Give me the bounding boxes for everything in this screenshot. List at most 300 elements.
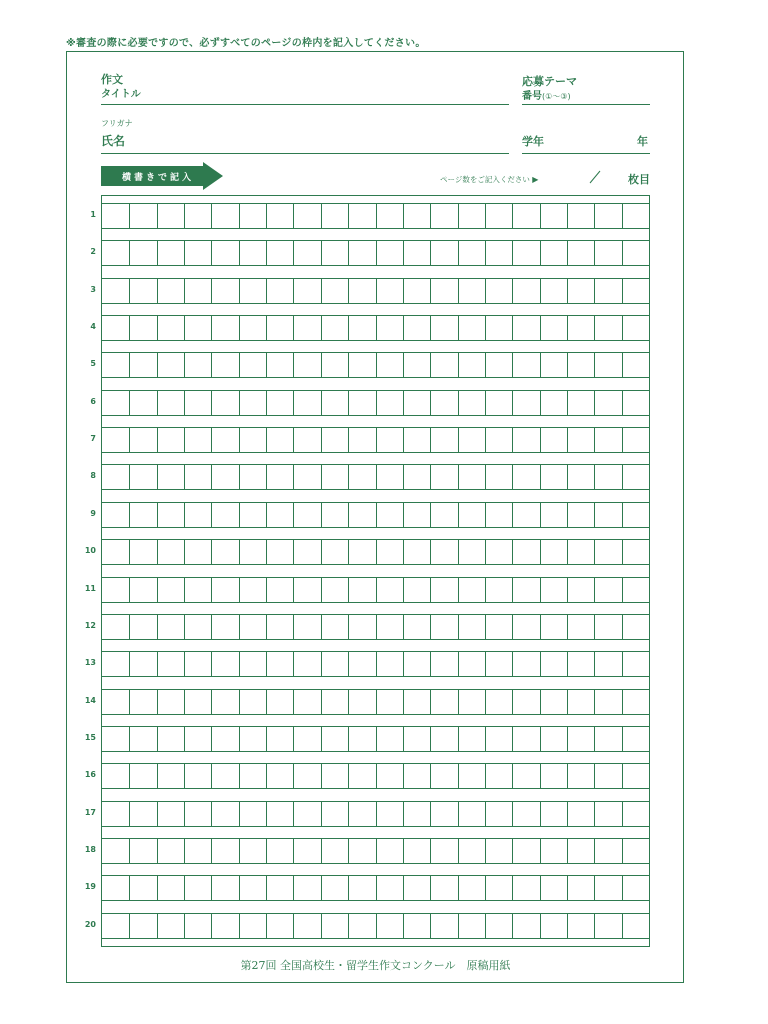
grid-cell[interactable] — [348, 615, 375, 639]
grid-cell[interactable] — [622, 503, 649, 527]
grid-cell[interactable] — [540, 353, 567, 377]
grid-cell[interactable] — [321, 578, 348, 602]
grid-cell[interactable] — [293, 241, 320, 265]
grid-cell[interactable] — [485, 353, 512, 377]
grid-cell[interactable] — [266, 503, 293, 527]
grid-cell[interactable] — [458, 578, 485, 602]
grid-cell[interactable] — [485, 316, 512, 340]
grid-cell[interactable] — [540, 839, 567, 863]
grid-cell[interactable] — [430, 391, 457, 415]
grid-cell[interactable] — [567, 204, 594, 228]
grid-cell[interactable] — [129, 428, 156, 452]
grid-cell[interactable] — [622, 279, 649, 303]
grid-cell[interactable] — [157, 615, 184, 639]
grid-cell[interactable] — [157, 652, 184, 676]
grid-cell[interactable] — [376, 503, 403, 527]
grid-cell[interactable] — [211, 279, 238, 303]
grid-cell[interactable] — [239, 802, 266, 826]
grid-cell[interactable] — [293, 764, 320, 788]
grid-cell[interactable] — [567, 690, 594, 714]
grid-cell[interactable] — [594, 241, 621, 265]
grid-cell[interactable] — [512, 578, 539, 602]
grid-cell[interactable] — [184, 204, 211, 228]
grid-cell[interactable] — [211, 690, 238, 714]
grid-cell[interactable] — [184, 353, 211, 377]
grid-cell[interactable] — [485, 876, 512, 900]
grid-cell[interactable] — [512, 428, 539, 452]
grid-cell[interactable] — [293, 316, 320, 340]
grid-cell[interactable] — [376, 316, 403, 340]
grid-cell[interactable] — [211, 615, 238, 639]
grid-cell[interactable] — [239, 839, 266, 863]
grid-cell[interactable] — [102, 764, 129, 788]
grid-cell[interactable] — [129, 727, 156, 751]
grid-cell[interactable] — [512, 204, 539, 228]
grid-cell[interactable] — [129, 802, 156, 826]
grid-cell[interactable] — [239, 914, 266, 938]
grade-field-line[interactable] — [522, 153, 650, 154]
grid-cell[interactable] — [293, 204, 320, 228]
grid-cell[interactable] — [239, 727, 266, 751]
grid-cell[interactable] — [403, 652, 430, 676]
grid-cell[interactable] — [376, 241, 403, 265]
grid-cell[interactable] — [239, 391, 266, 415]
grid-cell[interactable] — [540, 615, 567, 639]
grid-cell[interactable] — [321, 465, 348, 489]
grid-cell[interactable] — [430, 727, 457, 751]
grid-cell[interactable] — [458, 465, 485, 489]
grid-cell[interactable] — [239, 428, 266, 452]
grid-cell[interactable] — [458, 428, 485, 452]
grid-cell[interactable] — [348, 316, 375, 340]
grid-cell[interactable] — [622, 391, 649, 415]
grid-cell[interactable] — [594, 428, 621, 452]
grid-cell[interactable] — [485, 615, 512, 639]
grid-cell[interactable] — [184, 764, 211, 788]
grid-cell[interactable] — [211, 727, 238, 751]
grid-cell[interactable] — [567, 578, 594, 602]
grid-cell[interactable] — [157, 353, 184, 377]
grid-cell[interactable] — [622, 578, 649, 602]
grid-cell[interactable] — [458, 204, 485, 228]
grid-cell[interactable] — [211, 353, 238, 377]
grid-cell[interactable] — [485, 465, 512, 489]
grid-cell[interactable] — [403, 540, 430, 564]
grid-cell[interactable] — [403, 503, 430, 527]
grid-cell[interactable] — [129, 839, 156, 863]
grid-cell[interactable] — [211, 428, 238, 452]
grid-cell[interactable] — [430, 540, 457, 564]
grid-cell[interactable] — [129, 503, 156, 527]
grid-cell[interactable] — [102, 503, 129, 527]
grid-cell[interactable] — [239, 540, 266, 564]
grid-cell[interactable] — [594, 615, 621, 639]
grid-cell[interactable] — [485, 690, 512, 714]
grid-cell[interactable] — [184, 279, 211, 303]
grid-cell[interactable] — [512, 353, 539, 377]
grid-cell[interactable] — [293, 428, 320, 452]
grid-cell[interactable] — [594, 690, 621, 714]
grid-cell[interactable] — [348, 428, 375, 452]
grid-cell[interactable] — [430, 764, 457, 788]
grid-cell[interactable] — [458, 652, 485, 676]
grid-cell[interactable] — [403, 839, 430, 863]
grid-cell[interactable] — [376, 727, 403, 751]
grid-cell[interactable] — [594, 839, 621, 863]
grid-cell[interactable] — [157, 540, 184, 564]
grid-cell[interactable] — [102, 615, 129, 639]
grid-cell[interactable] — [348, 578, 375, 602]
grid-cell[interactable] — [129, 353, 156, 377]
grid-cell[interactable] — [403, 876, 430, 900]
grid-cell[interactable] — [430, 204, 457, 228]
grid-cell[interactable] — [102, 204, 129, 228]
grid-cell[interactable] — [239, 241, 266, 265]
grid-cell[interactable] — [348, 839, 375, 863]
grid-cell[interactable] — [458, 540, 485, 564]
grid-cell[interactable] — [184, 578, 211, 602]
grid-cell[interactable] — [403, 391, 430, 415]
grid-cell[interactable] — [430, 465, 457, 489]
grid-cell[interactable] — [540, 876, 567, 900]
grid-cell[interactable] — [157, 428, 184, 452]
grid-cell[interactable] — [403, 690, 430, 714]
grid-cell[interactable] — [430, 615, 457, 639]
grid-cell[interactable] — [321, 241, 348, 265]
grid-cell[interactable] — [376, 204, 403, 228]
grid-cell[interactable] — [430, 652, 457, 676]
grid-cell[interactable] — [102, 316, 129, 340]
grid-cell[interactable] — [567, 353, 594, 377]
grid-cell[interactable] — [157, 279, 184, 303]
grid-cell[interactable] — [102, 876, 129, 900]
grid-cell[interactable] — [266, 204, 293, 228]
grid-cell[interactable] — [594, 316, 621, 340]
grid-cell[interactable] — [512, 503, 539, 527]
grid-cell[interactable] — [184, 914, 211, 938]
grid-cell[interactable] — [512, 839, 539, 863]
grid-cell[interactable] — [458, 391, 485, 415]
grid-cell[interactable] — [458, 503, 485, 527]
grid-cell[interactable] — [567, 764, 594, 788]
grid-cell[interactable] — [622, 802, 649, 826]
grid-cell[interactable] — [102, 727, 129, 751]
grid-cell[interactable] — [239, 279, 266, 303]
grid-cell[interactable] — [239, 764, 266, 788]
theme-field-line[interactable] — [522, 104, 650, 105]
grid-cell[interactable] — [376, 690, 403, 714]
grid-cell[interactable] — [293, 353, 320, 377]
grid-cell[interactable] — [321, 839, 348, 863]
grid-cell[interactable] — [376, 279, 403, 303]
grid-cell[interactable] — [430, 316, 457, 340]
grid-cell[interactable] — [540, 578, 567, 602]
grid-cell[interactable] — [512, 690, 539, 714]
grid-cell[interactable] — [348, 241, 375, 265]
grid-cell[interactable] — [102, 465, 129, 489]
grid-cell[interactable] — [239, 465, 266, 489]
grid-cell[interactable] — [540, 914, 567, 938]
grid-cell[interactable] — [403, 764, 430, 788]
grid-cell[interactable] — [129, 204, 156, 228]
grid-cell[interactable] — [266, 802, 293, 826]
grid-cell[interactable] — [622, 764, 649, 788]
grid-cell[interactable] — [348, 353, 375, 377]
grid-cell[interactable] — [184, 465, 211, 489]
grid-cell[interactable] — [540, 503, 567, 527]
grid-cell[interactable] — [102, 279, 129, 303]
grid-cell[interactable] — [293, 465, 320, 489]
grid-cell[interactable] — [102, 241, 129, 265]
grid-cell[interactable] — [594, 540, 621, 564]
grid-cell[interactable] — [540, 540, 567, 564]
grid-cell[interactable] — [430, 839, 457, 863]
grid-cell[interactable] — [348, 690, 375, 714]
grid-cell[interactable] — [211, 876, 238, 900]
grid-cell[interactable] — [239, 876, 266, 900]
grid-cell[interactable] — [376, 578, 403, 602]
grid-cell[interactable] — [376, 465, 403, 489]
grid-cell[interactable] — [458, 839, 485, 863]
grid-cell[interactable] — [567, 279, 594, 303]
grid-cell[interactable] — [321, 802, 348, 826]
grid-cell[interactable] — [567, 802, 594, 826]
grid-cell[interactable] — [567, 391, 594, 415]
grid-cell[interactable] — [403, 615, 430, 639]
grid-cell[interactable] — [485, 540, 512, 564]
grid-cell[interactable] — [458, 876, 485, 900]
grid-cell[interactable] — [293, 727, 320, 751]
grid-cell[interactable] — [266, 391, 293, 415]
grid-cell[interactable] — [403, 727, 430, 751]
grid-cell[interactable] — [458, 914, 485, 938]
grid-cell[interactable] — [622, 241, 649, 265]
grid-cell[interactable] — [376, 802, 403, 826]
grid-cell[interactable] — [129, 279, 156, 303]
grid-cell[interactable] — [293, 578, 320, 602]
grid-cell[interactable] — [266, 839, 293, 863]
grid-cell[interactable] — [211, 503, 238, 527]
grid-cell[interactable] — [485, 802, 512, 826]
grid-cell[interactable] — [157, 839, 184, 863]
grid-cell[interactable] — [293, 615, 320, 639]
grid-cell[interactable] — [540, 802, 567, 826]
grid-cell[interactable] — [293, 914, 320, 938]
grid-cell[interactable] — [622, 914, 649, 938]
grid-cell[interactable] — [239, 204, 266, 228]
grid-cell[interactable] — [102, 391, 129, 415]
grid-cell[interactable] — [485, 914, 512, 938]
grid-cell[interactable] — [376, 428, 403, 452]
grid-cell[interactable] — [567, 316, 594, 340]
grid-cell[interactable] — [376, 615, 403, 639]
grid-cell[interactable] — [321, 279, 348, 303]
grid-cell[interactable] — [622, 727, 649, 751]
grid-cell[interactable] — [293, 279, 320, 303]
grid-cell[interactable] — [512, 465, 539, 489]
grid-cell[interactable] — [102, 540, 129, 564]
grid-cell[interactable] — [266, 914, 293, 938]
grid-cell[interactable] — [512, 914, 539, 938]
grid-cell[interactable] — [266, 876, 293, 900]
grid-cell[interactable] — [129, 316, 156, 340]
grid-cell[interactable] — [348, 727, 375, 751]
grid-cell[interactable] — [485, 727, 512, 751]
grid-cell[interactable] — [239, 690, 266, 714]
grid-cell[interactable] — [266, 690, 293, 714]
grid-cell[interactable] — [622, 428, 649, 452]
grid-cell[interactable] — [321, 764, 348, 788]
grid-cell[interactable] — [129, 241, 156, 265]
grid-cell[interactable] — [184, 391, 211, 415]
grid-cell[interactable] — [512, 279, 539, 303]
grid-cell[interactable] — [540, 279, 567, 303]
grid-cell[interactable] — [293, 876, 320, 900]
grid-cell[interactable] — [485, 391, 512, 415]
grid-cell[interactable] — [430, 241, 457, 265]
grid-cell[interactable] — [403, 204, 430, 228]
grid-cell[interactable] — [430, 914, 457, 938]
grid-cell[interactable] — [157, 316, 184, 340]
grid-cell[interactable] — [622, 316, 649, 340]
grid-cell[interactable] — [512, 652, 539, 676]
grid-cell[interactable] — [184, 615, 211, 639]
grid-cell[interactable] — [293, 391, 320, 415]
grid-cell[interactable] — [458, 279, 485, 303]
grid-cell[interactable] — [430, 578, 457, 602]
grid-cell[interactable] — [321, 428, 348, 452]
grid-cell[interactable] — [622, 690, 649, 714]
grid-cell[interactable] — [321, 540, 348, 564]
grid-cell[interactable] — [594, 503, 621, 527]
grid-cell[interactable] — [458, 316, 485, 340]
grid-cell[interactable] — [266, 652, 293, 676]
grid-cell[interactable] — [157, 764, 184, 788]
grid-cell[interactable] — [157, 241, 184, 265]
grid-cell[interactable] — [540, 204, 567, 228]
grid-cell[interactable] — [540, 690, 567, 714]
grid-cell[interactable] — [540, 316, 567, 340]
grid-cell[interactable] — [485, 503, 512, 527]
grid-cell[interactable] — [266, 540, 293, 564]
grid-cell[interactable] — [129, 652, 156, 676]
grid-cell[interactable] — [266, 428, 293, 452]
grid-cell[interactable] — [129, 465, 156, 489]
grid-cell[interactable] — [512, 802, 539, 826]
grid-cell[interactable] — [211, 652, 238, 676]
grid-cell[interactable] — [102, 839, 129, 863]
grid-cell[interactable] — [102, 353, 129, 377]
grid-cell[interactable] — [430, 428, 457, 452]
grid-cell[interactable] — [211, 540, 238, 564]
grid-cell[interactable] — [594, 652, 621, 676]
grid-cell[interactable] — [485, 578, 512, 602]
grid-cell[interactable] — [594, 465, 621, 489]
grid-cell[interactable] — [567, 652, 594, 676]
grid-cell[interactable] — [594, 279, 621, 303]
grid-cell[interactable] — [512, 727, 539, 751]
grid-cell[interactable] — [321, 615, 348, 639]
grid-cell[interactable] — [622, 540, 649, 564]
total-pages-input[interactable] — [605, 168, 625, 186]
grid-cell[interactable] — [594, 802, 621, 826]
grid-cell[interactable] — [157, 578, 184, 602]
grid-cell[interactable] — [622, 353, 649, 377]
grid-cell[interactable] — [102, 578, 129, 602]
title-field-line[interactable] — [101, 104, 509, 105]
page-number-input[interactable] — [555, 168, 585, 186]
grid-cell[interactable] — [211, 839, 238, 863]
grid-cell[interactable] — [321, 690, 348, 714]
grid-cell[interactable] — [403, 279, 430, 303]
grid-cell[interactable] — [567, 540, 594, 564]
grid-cell[interactable] — [403, 465, 430, 489]
grid-cell[interactable] — [293, 503, 320, 527]
grid-cell[interactable] — [157, 914, 184, 938]
grid-cell[interactable] — [266, 353, 293, 377]
grid-cell[interactable] — [239, 353, 266, 377]
grid-cell[interactable] — [293, 839, 320, 863]
grid-cell[interactable] — [321, 503, 348, 527]
grid-cell[interactable] — [266, 727, 293, 751]
grid-cell[interactable] — [485, 652, 512, 676]
grid-cell[interactable] — [567, 465, 594, 489]
grid-cell[interactable] — [239, 503, 266, 527]
grid-cell[interactable] — [211, 204, 238, 228]
grid-cell[interactable] — [540, 764, 567, 788]
grid-cell[interactable] — [485, 764, 512, 788]
grid-cell[interactable] — [184, 241, 211, 265]
grid-cell[interactable] — [348, 204, 375, 228]
grid-cell[interactable] — [567, 914, 594, 938]
grid-cell[interactable] — [540, 727, 567, 751]
grid-cell[interactable] — [567, 241, 594, 265]
grid-cell[interactable] — [321, 727, 348, 751]
grid-cell[interactable] — [485, 839, 512, 863]
grid-cell[interactable] — [129, 578, 156, 602]
grid-cell[interactable] — [376, 914, 403, 938]
grid-cell[interactable] — [239, 578, 266, 602]
grid-cell[interactable] — [293, 802, 320, 826]
grid-cell[interactable] — [129, 876, 156, 900]
grid-cell[interactable] — [458, 353, 485, 377]
grid-cell[interactable] — [485, 279, 512, 303]
grid-cell[interactable] — [540, 241, 567, 265]
grid-cell[interactable] — [157, 465, 184, 489]
grid-cell[interactable] — [376, 764, 403, 788]
grid-cell[interactable] — [157, 876, 184, 900]
grid-cell[interactable] — [348, 503, 375, 527]
grid-cell[interactable] — [102, 914, 129, 938]
grid-cell[interactable] — [348, 764, 375, 788]
grid-cell[interactable] — [102, 802, 129, 826]
grid-cell[interactable] — [184, 503, 211, 527]
grid-cell[interactable] — [430, 690, 457, 714]
grid-cell[interactable] — [157, 690, 184, 714]
grid-cell[interactable] — [211, 764, 238, 788]
grid-cell[interactable] — [293, 652, 320, 676]
grid-cell[interactable] — [184, 839, 211, 863]
grid-cell[interactable] — [430, 353, 457, 377]
grid-cell[interactable] — [485, 241, 512, 265]
grid-cell[interactable] — [403, 428, 430, 452]
grid-cell[interactable] — [293, 690, 320, 714]
grid-cell[interactable] — [321, 353, 348, 377]
grid-cell[interactable] — [293, 540, 320, 564]
grid-cell[interactable] — [512, 615, 539, 639]
grid-cell[interactable] — [485, 428, 512, 452]
grid-cell[interactable] — [403, 802, 430, 826]
